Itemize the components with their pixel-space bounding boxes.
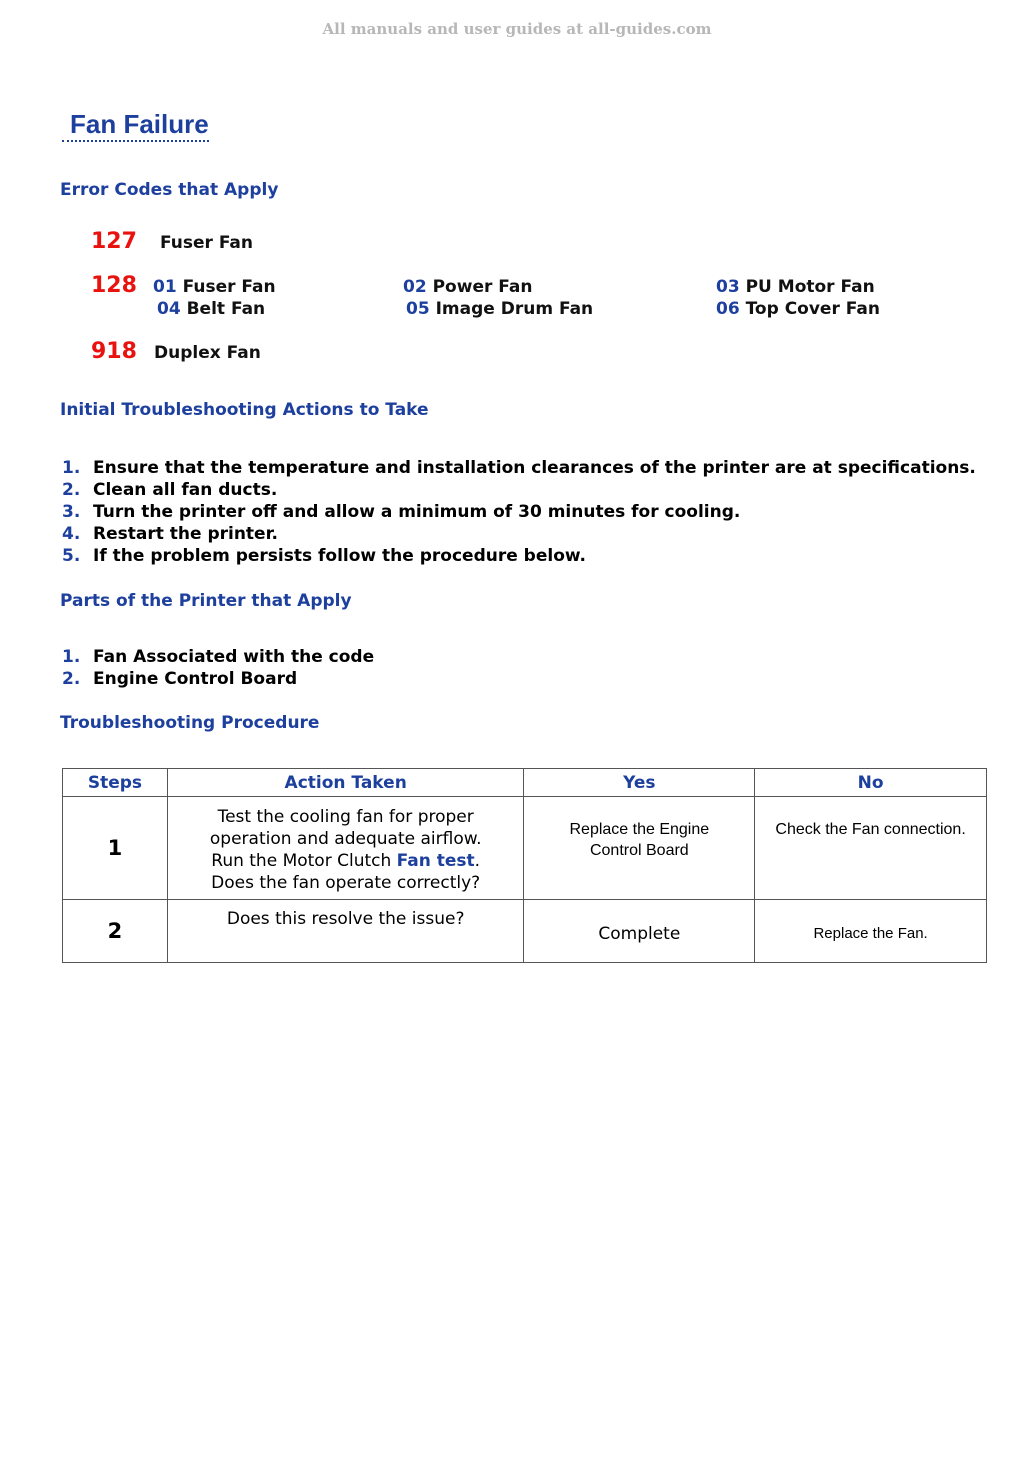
sub-code-number: 01 <box>153 277 177 297</box>
yes-cell <box>524 797 755 900</box>
list-text: Fan Associated with the code <box>93 647 375 667</box>
column-header-yes: Yes <box>524 769 755 797</box>
list-item <box>62 545 976 567</box>
watermark: All manuals and user guides at all-guides.com <box>322 20 712 38</box>
sub-code-number: 06 <box>716 299 740 319</box>
error-code-128: 128 <box>91 273 137 298</box>
no-cell: Replace the Fan. <box>755 900 987 963</box>
sub-code-label: Image Drum Fan <box>435 299 594 319</box>
sub-code-item <box>716 299 880 319</box>
list-number: 2. <box>62 480 81 500</box>
troubleshooting-table <box>62 768 987 963</box>
table-row <box>63 797 987 900</box>
section-heading-procedure: Troubleshooting Procedure <box>60 713 320 733</box>
section-heading-initial-actions: Initial Troubleshooting Actions to Take <box>60 400 429 420</box>
column-header-action: Action Taken <box>167 769 524 797</box>
yes-line: Control Board <box>589 842 689 859</box>
list-number: 1. <box>62 647 81 667</box>
table-header-row <box>63 769 987 797</box>
list-item <box>62 523 976 545</box>
list-text: If the problem persists follow the procedure below. <box>93 546 586 566</box>
sub-code-label: Power Fan <box>432 277 533 297</box>
list-number: 4. <box>62 524 81 544</box>
page-title: Fan Failure <box>62 108 209 142</box>
list-text: Ensure that the temperature and installation clearances of the printer are at specifications. <box>93 458 976 478</box>
action-line: operation and adequate airflow. <box>209 829 482 849</box>
action-line: Test the cooling fan for proper <box>217 807 474 827</box>
list-number: 3. <box>62 502 81 522</box>
step-number: 1 <box>63 797 168 900</box>
column-header-steps: Steps <box>63 769 168 797</box>
sub-code-number: 03 <box>716 277 740 297</box>
sub-code-label: Belt Fan <box>186 299 266 319</box>
parts-list <box>62 646 374 690</box>
list-number: 2. <box>62 669 81 689</box>
action-line <box>169 850 523 872</box>
sub-code-item <box>716 277 875 297</box>
fan-test-link[interactable]: Fan test <box>396 851 475 871</box>
action-line: Does the fan operate correctly? <box>211 873 481 893</box>
initial-actions-list <box>62 457 976 567</box>
action-text: . <box>474 851 481 871</box>
list-text: Restart the printer. <box>93 524 278 544</box>
step-number: 2 <box>63 900 168 963</box>
list-text: Clean all fan ducts. <box>93 480 278 500</box>
list-item <box>62 479 976 501</box>
sub-code-number: 02 <box>403 277 427 297</box>
sub-code-item <box>157 299 265 319</box>
section-heading-parts: Parts of the Printer that Apply <box>60 591 352 611</box>
sub-code-number: 04 <box>157 299 181 319</box>
yes-line: Replace the Engine <box>569 821 710 838</box>
action-text: Run the Motor Clutch <box>211 851 397 871</box>
no-cell: Check the Fan connection. <box>755 797 987 900</box>
action-cell: Does this resolve the issue? <box>167 900 524 963</box>
sub-code-number: 05 <box>406 299 430 319</box>
list-text: Engine Control Board <box>93 669 298 689</box>
sub-code-item <box>403 277 532 297</box>
table-row <box>63 900 987 963</box>
action-cell <box>167 797 524 900</box>
list-item <box>62 501 976 523</box>
list-item <box>62 457 976 479</box>
list-number: 1. <box>62 458 81 478</box>
yes-cell: Complete <box>524 900 755 963</box>
error-code-918-label: Duplex Fan <box>154 343 261 363</box>
list-item <box>62 668 374 690</box>
sub-code-label: Top Cover Fan <box>745 299 880 319</box>
list-item <box>62 646 374 668</box>
sub-code-label: PU Motor Fan <box>745 277 875 297</box>
sub-code-item <box>153 277 276 297</box>
error-code-127: 127 <box>91 229 137 254</box>
error-code-918: 918 <box>91 339 137 364</box>
sub-code-label: Fuser Fan <box>182 277 276 297</box>
error-code-127-label: Fuser Fan <box>160 233 254 253</box>
sub-code-item <box>406 299 593 319</box>
section-heading-error-codes: Error Codes that Apply <box>60 180 279 200</box>
column-header-no: No <box>755 769 987 797</box>
list-text: Turn the printer off and allow a minimum of 30 minutes for cooling. <box>93 502 741 522</box>
list-number: 5. <box>62 546 81 566</box>
